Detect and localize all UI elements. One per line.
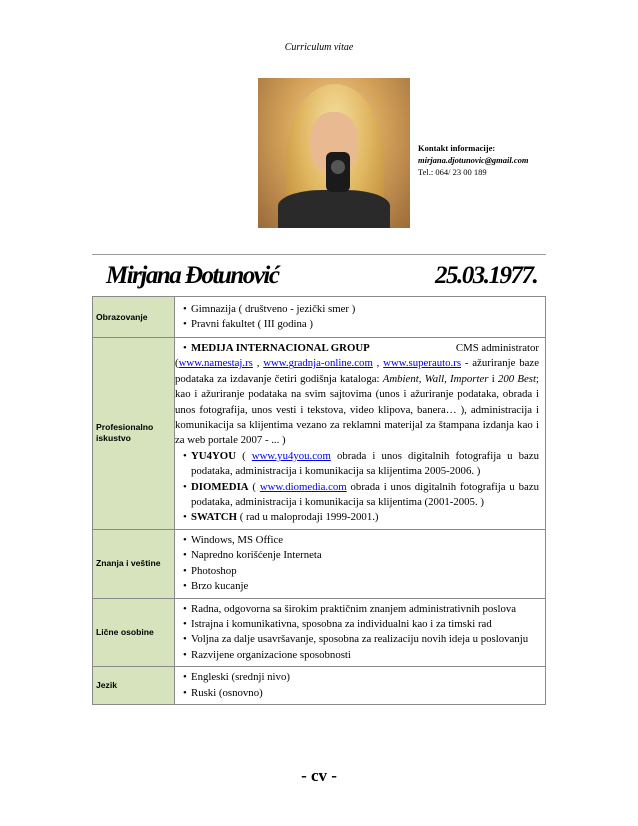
list-item: • Pravni fakultet ( III godina ) — [183, 317, 539, 332]
contact-label: Kontakt informacije: — [418, 143, 496, 153]
cv-table — [92, 296, 546, 705]
section-label: Lične osobine — [93, 598, 175, 667]
section-personal — [93, 598, 546, 667]
list-item: • Voljna za dalje usavršavanje, sposobna za realizaciju novih ideja u poslovanju — [183, 632, 539, 647]
company-name: • MEDIJA INTERNACIONAL GROUP — [191, 342, 370, 354]
list-item: • Gimnazija ( društveno - jezički smer ) — [183, 302, 539, 317]
link-gradnja[interactable]: www.gradnja-online.com — [263, 357, 373, 370]
list-item: • Windows, MS Office — [183, 533, 539, 548]
section-label: Profesionalno iskustvo — [93, 338, 175, 530]
section-skills — [93, 529, 546, 598]
list-item: • Engleski (srednji nivo) — [183, 670, 539, 685]
document-header: Curriculum vitae — [284, 42, 354, 53]
contact-phone: Tel.: 064/ 23 00 189 — [418, 167, 487, 177]
person-name: Mirjana Đotunović — [106, 262, 279, 289]
list-item: • Brzo kucanje — [183, 579, 539, 594]
section-label: Jezik — [93, 667, 175, 705]
link-superauto[interactable]: www.superauto.rs — [383, 357, 462, 370]
camera-icon — [326, 152, 350, 192]
page-footer: - cv - — [301, 766, 337, 785]
list-item: • Napredno korišćenje Interneta — [183, 548, 539, 563]
list-item: • SWATCH ( rad u maloprodaji 1999-2001.) — [183, 510, 539, 525]
divider — [92, 254, 546, 255]
company-name: DIOMEDIA — [191, 480, 249, 493]
job-role: CMS administrator — [455, 342, 539, 354]
profile-photo — [258, 78, 410, 228]
link-diomedia[interactable]: www.diomedia.com — [259, 480, 347, 493]
contact-info — [418, 142, 529, 178]
contact-email[interactable]: mirjana.djotunovic@gmail.com — [418, 155, 529, 165]
person-dob: 25.03.1977. — [435, 262, 538, 289]
list-item: • DIOMEDIA ( www.diomedia.com obrada i unos digitalnih fotografija u bazu podataka, administracija i komunikacija sa klijentima (2001-2005. ) — [183, 480, 539, 511]
list-item: • Razvijene organizacione sposobnosti — [183, 648, 539, 663]
section-experience: Profesionalno iskustvo • MEDIJA INTERNACIONAL GROUP CMS administrator (www.namestaj.rs , www.gradnja-online.com , www.superauto.rs - ažuriranje baze podataka za izdavanje četiri godišnja kataloga: Ambient, Wall, Importer i 200 Best; kao i ažuriranje podataka na svim sajtovima (unos i ažuriranje podataka, obrada i unos fotografija, unos vesti i tekstova, video klipova, banera… ), administracija i komunikacija sa klijentima vezano za reklamni materijal za štampana izdanja kao i za web portale 2007 - ... ) • YU4YOU ( www.yu4you.com obrada i unos digitalnih fotografija u bazu podataka, administracija i komunikacija sa klijentima 2005-2006. ) • DIOMEDIA ( www.diomedia.com obrada i unos digitalnih fotografija u bazu podataka, administracija i komunikacija sa klijentima (2001-2005. ) • SWATCH ( rad u maloprodaji 1999-2001.) — [93, 338, 546, 530]
list-item: • YU4YOU ( www.yu4you.com obrada i unos digitalnih fotografija u bazu podataka, administracija i komunikacija sa klijentima 2005-2006. ) — [183, 449, 539, 480]
section-education — [93, 297, 546, 338]
section-label: Obrazovanje — [93, 297, 175, 338]
list-item: • Photoshop — [183, 564, 539, 579]
list-item: • Ruski (osnovno) — [183, 686, 539, 701]
link-yu4you[interactable]: www.yu4you.com — [251, 449, 331, 462]
list-item: • Istrajna i komunikativna, sposobna za individualni kao i za timski rad — [183, 617, 539, 632]
list-item — [183, 341, 539, 356]
section-languages — [93, 667, 546, 705]
list-item: • Radna, odgovorna sa širokim praktičnim znanjem administrativnih poslova — [183, 602, 539, 617]
section-label: Znanja i veštine — [93, 529, 175, 598]
company-name: SWATCH — [191, 511, 237, 524]
link-namestaj[interactable]: www.namestaj.rs — [178, 357, 253, 370]
company-name: YU4YOU — [191, 449, 236, 462]
